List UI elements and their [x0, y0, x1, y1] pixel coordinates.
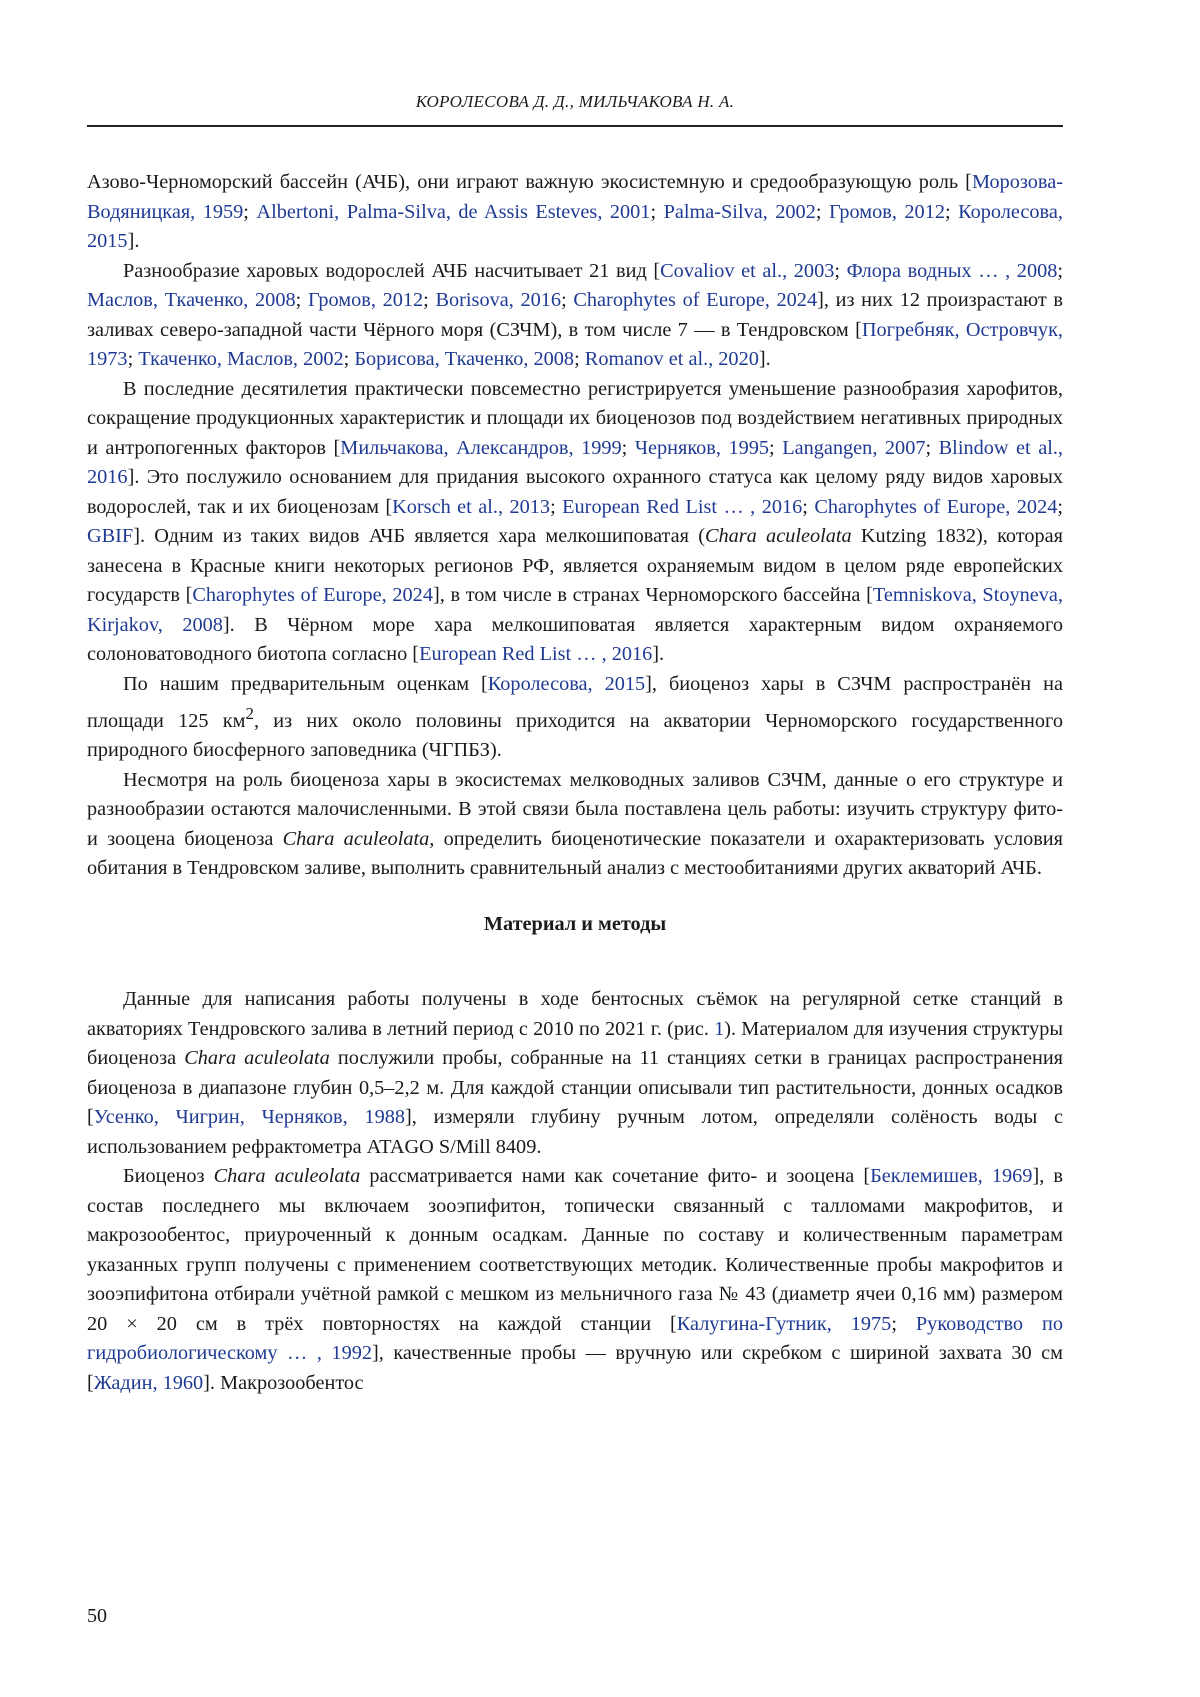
citation-link[interactable]: European Red List … , 2016	[562, 495, 803, 518]
species-name: Chara aculeolata	[704, 525, 852, 547]
citation-link[interactable]: Мильчакова, Александров, 1999	[340, 436, 622, 459]
citation-link[interactable]: Погребняк, Островчук, 1973	[87, 318, 1063, 370]
body-text	[87, 168, 1063, 1398]
citation-link[interactable]: Korsch et al., 2013	[392, 495, 551, 518]
paragraph-7: Биоценоз Chara aculeolata рассматривается нами как сочетание фито- и зооцена [Беклемишев, 1969], в состав последнего мы включаем зооэпифитон, топически связанный с талломами макрофитов, и макрозообентос, приуроченный к донным осадкам. Данные по составу и количественным параметрам указанных групп получены с применением соответствующих методик. Количественные пробы макрофитов и зооэпифитона отбирали учётной рамкой с мешком из мельничного газа № 43 (диаметр ячеи 0,16 мм) размером 20 × 20 см в трёх повторностях на каждой станции [Калугина-Гутник, 1975; Руководство по гидробиологическому … , 1992], качественные пробы — вручную или скребком с шириной захвата 30 см [Жадин, 1960]. Макрозообентос	[87, 1165, 1063, 1394]
citation-link[interactable]: European Red List … , 2016	[419, 643, 653, 665]
paragraph-3: В последние десятилетия практически повсеместно регистрируется уменьшение разнообразия харофитов, сокращение продукционных характеристик и площади их биоценозов под воздействием негативных природных и антропогенных факторов [Мильчакова, Александров, 1999; Черняков, 1995; Langangen, 2007; Blindow et al., 2016]. Это послужило основанием для придания высокого охранного статуса как целому ряду видов харовых водорослей, так и их биоценозам [Korsch et al., 2013; European Red List … , 2016; Charophytes of Europe, 2024; GBIF]. Одним из таких видов АЧБ является хара мелкошиповатая (Chara aculeolata Kutzing 1832), которая занесена в Красные книги некоторых регионов РФ, является охраняемым видом в целом ряде европейских государств [Charophytes of Europe, 2024], в том числе в странах Черноморского бассейна [Temniskova, Stoyneva, Kirjakov, 2008]. В Чёрном море хара мелкошиповатая является характерным видом охраняемого солоноватоводного биотопа согласно [European Red List … , 2016].	[87, 377, 1063, 665]
citation-link[interactable]: Беклемишев, 1969	[870, 1165, 1033, 1188]
citation-link[interactable]: Руководство по гидробиологическому … , 1992	[87, 1312, 1063, 1365]
section-heading: Материал и методы	[483, 912, 667, 935]
paragraph-4: По нашим предварительным оценкам [Королесова, 2015], биоценоз хары в СЗЧМ распространён на площади 125 $км^2$, из них около половины приходится на акватории Черноморского государственного природного биосферного заповедника (ЧГПБЗ).	[87, 672, 1063, 762]
citation-link[interactable]: Romanov et al., 2020	[584, 348, 759, 370]
citation-link[interactable]: Borisova, 2016	[435, 289, 562, 311]
paragraph-6: Данные для написания работы получены в ходе бентосных съёмок на регулярной сетке станций в акваториях Тендровского залива в летний период с 2010 по 2021 г. (рис. 1). Материалом для изучения структуры биоценоза Chara aculeolata послужили пробы, собранные на 11 станциях сетки в границах распространения биоценоза в диапазоне глубин 0,5–2,2 м. Для каждой станции описывали тип растительности, донных осадков [Усенко, Чигрин, Черняков, 1988], измеряли глубину ручным лотом, определяли солёность воды с использованием рефрактометра ATAGO S/Mill 8409.	[87, 988, 1063, 1158]
citation-link[interactable]: Blindow et al., 2016	[87, 436, 1063, 488]
citation-link[interactable]: Королесова, 2015	[87, 200, 1063, 252]
citation-link[interactable]: Covaliov et al., 2003	[660, 259, 835, 282]
figure-link[interactable]: 1	[714, 1017, 725, 1040]
citation-link[interactable]: Albertoni, Palma-Silva, de Assis Esteves, 2001	[256, 200, 651, 223]
paragraph-1: Азово-Черноморский бассейн (АЧБ), они играют важную экосистемную и средообразующую роль [Морозова-Водяницкая, 1959; Albertoni, Palma-Silva, de Assis Esteves, 2001; Palma-Silva, 2002; Громов, 2012; Королесова, 2015].	[87, 171, 1063, 252]
species-name: Chara aculeolata	[213, 1165, 361, 1188]
page-number: 50	[87, 1605, 107, 1627]
citation-link[interactable]: Калугина-Гутник, 1975	[676, 1312, 892, 1335]
citation-link[interactable]: Charophytes of Europe, 2024	[192, 584, 433, 606]
citation-link[interactable]: Маслов, Ткаченко, 2008	[87, 289, 296, 311]
species-name: Chara aculeolata	[184, 1047, 330, 1070]
header-rule	[87, 125, 1063, 127]
citation-link[interactable]: Charophytes of Europe, 2024	[814, 495, 1058, 518]
running-header: КОРОЛЕСОВА Д. Д., МИЛЬЧАКОВА Н. А.	[415, 92, 735, 111]
citation-link[interactable]: Громов, 2012	[828, 200, 945, 223]
citation-link[interactable]: Морозова-Водяницкая, 1959	[87, 171, 1063, 223]
citation-link[interactable]: Charophytes of Europe, 2024	[573, 289, 818, 311]
citation-link[interactable]: Черняков, 1995	[634, 436, 770, 459]
paragraph-2: Разнообразие харовых водорослей АЧБ насчитывает 21 вид [Covaliov et al., 2003; Флора водных … , 2008; Маслов, Ткаченко, 2008; Громов, 2012; Borisova, 2016; Charophytes of Europe, 2024], из них 12 произрастают в заливах северо-западной части Чёрного моря (СЗЧМ), в том числе 7 — в Тендровском [Погребняк, Островчук, 1973; Ткаченко, Маслов, 2002; Борисова, Ткаченко, 2008; Romanov et al., 2020].	[87, 259, 1064, 370]
citation-link[interactable]: Langangen, 2007	[782, 436, 926, 459]
citation-link[interactable]: Ткаченко, Маслов, 2002	[138, 348, 344, 370]
citation-link[interactable]: Борисова, Ткаченко, 2008	[354, 348, 575, 370]
citation-link[interactable]: Усенко, Чигрин, Черняков, 1988	[93, 1106, 405, 1129]
paragraph-5: Несмотря на роль биоценоза хары в экосистемах мелководных заливов СЗЧМ, данные о его структуре и разнообразии остаются малочисленными. В этой связи была поставлена цель работы: изучить структуру фито- и зооцена биоценоза Chara aculeolata, определить биоценотические показатели и охарактеризовать условия обитания в Тендровском заливе, выполнить сравнительный анализ с местообитаниями других акваторий АЧБ.	[87, 768, 1063, 880]
citation-link[interactable]: GBIF	[87, 525, 134, 547]
species-name: Chara aculeolata,	[282, 827, 435, 850]
citation-link[interactable]: Жадин, 1960	[93, 1371, 204, 1394]
citation-link[interactable]: Temniskova, Stoyneva, Kirjakov, 2008	[87, 584, 1063, 636]
citation-link[interactable]: Palma-Silva, 2002	[663, 200, 816, 223]
citation-link[interactable]: Королесова, 2015	[487, 672, 646, 695]
superscript: 2	[245, 704, 254, 723]
citation-link[interactable]: Громов, 2012	[307, 289, 424, 311]
citation-link[interactable]: Флора водных … , 2008	[846, 259, 1058, 282]
